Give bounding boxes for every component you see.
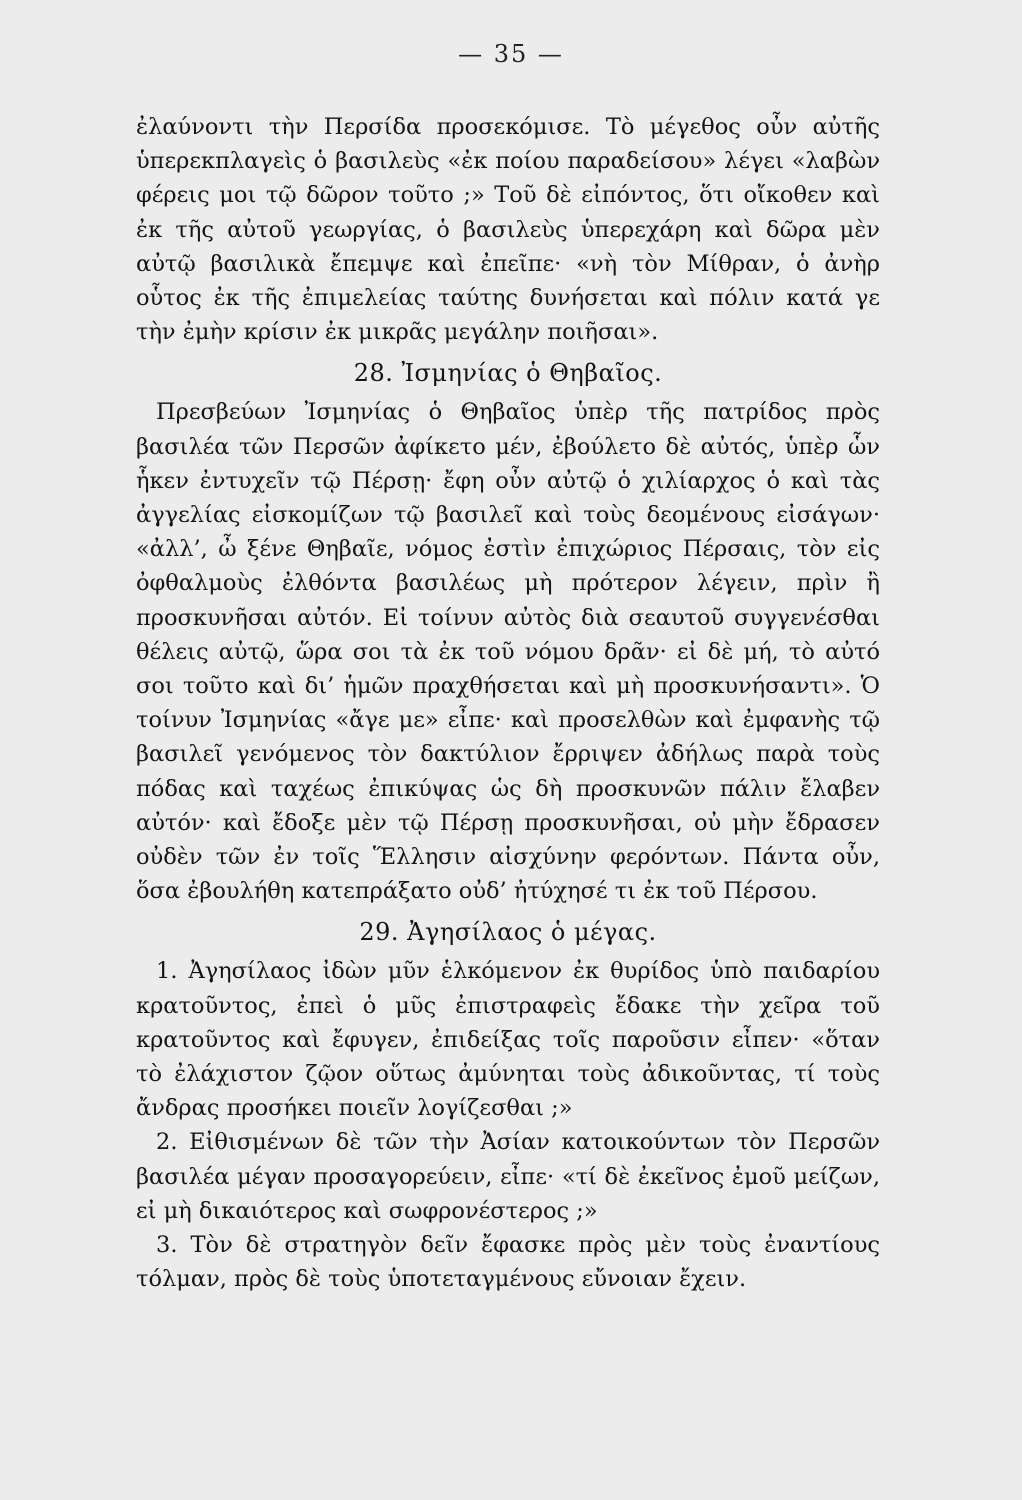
section-heading-29: 29. Ἀγησίλαος ὁ μέγας. bbox=[359, 918, 657, 947]
paragraph-agesilaus-1: 1. Ἀγησίλαος ἰδὼν μῦν ἑλκόμενον ἐκ θυρίδος ὑπὸ παιδαρίου κρατοῦντος, ἐπεὶ ὁ μῦς ἐπιστραφεὶς ἔδακε τὴν χεῖρα τοῦ κρατοῦντος καὶ ἔφυγεν, ἐπιδείξας τοῖς παροῦσιν εἶπεν· «ὅταν τὸ ἐλάχιστον ζῷον οὕτως ἀμύνηται τοὺς ἀδικοῦντας, τί τοὺς ἄνδρας προσήκει ποιεῖν λογίζεσθαι ;» bbox=[136, 958, 880, 1122]
page-number: — 35 — bbox=[458, 40, 564, 68]
paragraph-ismenias: Πρεσβεύων Ἰσμηνίας ὁ Θηβαῖος ὑπὲρ τῆς πατρίδος πρὸς βασιλέα τῶν Περσῶν ἀφίκετο μέν, ἐβούλετο δὲ αὐτός, ὑπὲρ ὧν ἧκεν ἐντυχεῖν τῷ Πέρσῃ· ἔφη οὖν αὐτῷ ὁ χιλίαρχος ὁ καὶ τὰς ἀγγελίας εἰσκομίζων τῷ βασιλεῖ καὶ τοὺς δεομένους εἰσάγων· «ἀλλ’, ὦ ξένε Θηβαῖε, νόμος ἐστὶν ἐπιχώριος Πέρσαις, τὸν εἰς ὀφθαλμοὺς ἐλθόντα βασιλέως μὴ πρότερον λέγειν, πρὶν ἢ προσκυνῆσαι αὐτόν. Εἰ τοίνυν αὐτὸς διὰ σεαυτοῦ συγγενέσθαι θέλεις αὐτῷ, ὥρα σοι τὰ ἐκ τοῦ νόμου δρᾶν· εἰ δὲ μή, τὸ αὐτό σοι τοῦτο καὶ δι’ ἡμῶν πραχθήσεται καὶ μὴ προσκυνήσαντι». Ὁ τοίνυν Ἰσμηνίας «ἄγε με» εἶπε· καὶ προσελθὼν καὶ ἐμφανὴς τῷ βασιλεῖ γενόμενος τὸν δακτύλιον ἔρριψεν ἀδήλως παρὰ τοὺς πόδας καὶ ταχέως ἐπικύψας ὡς δὴ προσκυνῶν πάλιν ἔλαβεν αὐτόν· καὶ ἔδοξε μὲν τῷ Πέρσῃ προσκυνῆσαι, οὐ μὴν ἔδρασεν οὐδὲν τῶν ἐν τοῖς Ἕλλησιν αἰσχύνην φερόντων. Πάντα οὖν, ὅσα ἐβουλήθη κατεπράξατο οὐδ’ ἠτύχησέ τι ἐκ τοῦ Πέρσου. bbox=[136, 399, 880, 905]
body-text bbox=[136, 110, 880, 1297]
paragraph-continuation: ἐλαύνοντι τὴν Περσίδα προσεκόμισε. Τὸ μέγεθος οὖν αὐτῆς ὑπερεκπλαγεὶς ὁ βασιλεὺς «ἐκ ποίου παραδείσου» λέγει «λαβὼν φέρεις μοι τῷ δῶρον τοῦτο ;» Τοῦ δὲ εἰπόντος, ὅτι οἴκοθεν καὶ ἐκ τῆς αὐτοῦ γεωργίας, ὁ βασιλεὺς ὑπερεχάρη καὶ δῶρα μὲν αὐτῷ βασιλικὰ ἔπεμψε καὶ ἐπεῖπε· «νὴ τὸν Μίθραν, ὁ ἀνὴρ οὗτος ἐκ τῆς ἐπιμελείας ταύτης δυνήσεται καὶ πόλιν κατά γε τὴν ἐμὴν κρίσιν ἐκ μικρᾶς μεγάλην ποιῆσαι». bbox=[136, 114, 880, 346]
paragraph-agesilaus-3: 3. Τὸν δὲ στρατηγὸν δεῖν ἔφασκε πρὸς μὲν τοὺς ἐναντίους τόλμαν, πρὸς δὲ τοὺς ὑποτεταγμένους εὔνοιαν ἔχειν. bbox=[136, 1232, 880, 1293]
paragraph-agesilaus-2: 2. Εἰθισμένων δὲ τῶν τὴν Ἀσίαν κατοικούντων τὸν Περσῶν βασιλέα μέγαν προσαγορεύειν, εἶπε· «τί δὲ ἐκεῖνος ἐμοῦ μείζων, εἰ μὴ δικαιότερος καὶ σωφρονέστερος ;» bbox=[136, 1129, 880, 1224]
section-heading-28: 28. Ἰσμηνίας ὁ Θηβαῖος. bbox=[353, 359, 663, 388]
